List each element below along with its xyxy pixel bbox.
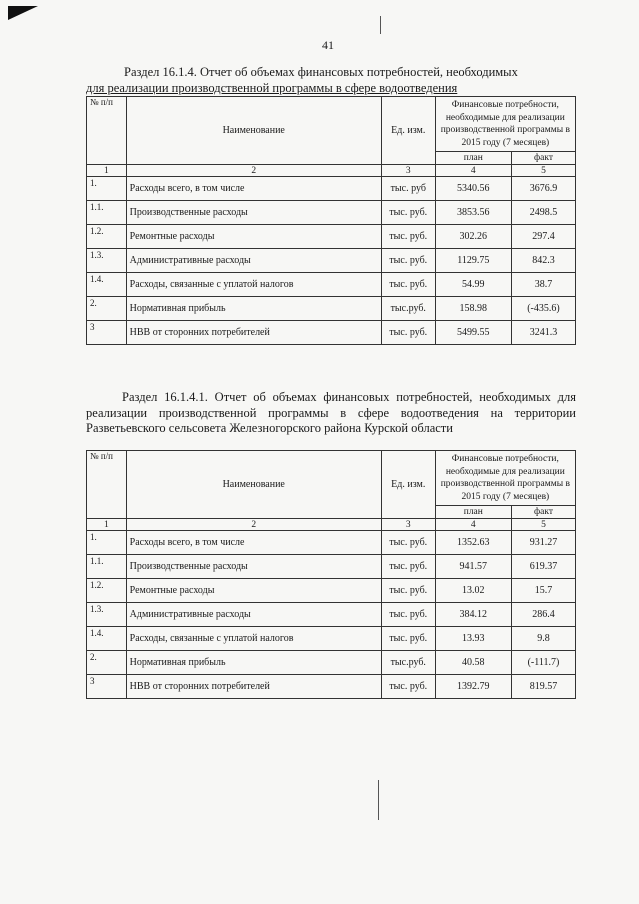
table-row [87,675,576,699]
table-row [87,627,576,651]
row-fact: 3241.3 [511,321,575,345]
row-fact: 15.7 [511,579,575,603]
row-plan: 13.93 [435,627,511,651]
header-unit: Ед. изм. [381,451,435,519]
table-row [87,273,576,297]
row-unit: тыс. руб. [381,579,435,603]
row-number: 2. [87,651,127,675]
header-plan: план [435,152,511,165]
row-plan: 384.12 [435,603,511,627]
row-number: 2. [87,297,127,321]
section1-title: Раздел 16.1.4. Отчет об объемах финансовых потребностей, необходимых для реализации производственной программы в сфере водоотведения [86,65,518,95]
row-fact: 2498.5 [511,201,575,225]
table-header-row [87,97,576,152]
table-row [87,555,576,579]
row-fact: 3676.9 [511,177,575,201]
col-number: 3 [381,519,435,531]
table-header-row [87,451,576,506]
row-plan: 1129.75 [435,249,511,273]
row-name: Нормативная прибыль [126,651,381,675]
col-number: 3 [381,165,435,177]
col-number: 4 [435,165,511,177]
column-numbers-row [87,165,576,177]
table-row [87,225,576,249]
header-fact: факт [511,506,575,519]
header-fact: факт [511,152,575,165]
scan-mark [378,780,379,820]
row-unit: тыс. руб. [381,555,435,579]
row-unit: тыс. руб. [381,603,435,627]
row-fact: 842.3 [511,249,575,273]
row-number: 3 [87,321,127,345]
row-number: 1. [87,531,127,555]
table-row [87,297,576,321]
col-number: 5 [511,519,575,531]
row-plan: 158.98 [435,297,511,321]
scan-mark [380,16,381,34]
table-row [87,177,576,201]
row-plan: 3853.56 [435,201,511,225]
row-name: Производственные расходы [126,201,381,225]
corner-mark [8,6,38,20]
row-name: Нормативная прибыль [126,297,381,321]
table-row [87,201,576,225]
table-row [87,321,576,345]
row-number: 1.1. [87,555,127,579]
col-number: 1 [87,165,127,177]
row-fact: 9.8 [511,627,575,651]
row-unit: тыс. руб. [381,531,435,555]
header-needs: Финансовые потребности, необходимые для реализации производственной программы в 2015 году (7 месяцев) [435,97,575,152]
row-plan: 302.26 [435,225,511,249]
row-fact: (-111.7) [511,651,575,675]
header-needs: Финансовые потребности, необходимые для реализации производственной программы в 2015 году (7 месяцев) [435,451,575,506]
row-unit: тыс. руб [381,177,435,201]
row-unit: тыс. руб. [381,273,435,297]
section2-table [86,450,576,699]
row-fact: 38.7 [511,273,575,297]
col-number: 1 [87,519,127,531]
row-fact: 819.57 [511,675,575,699]
row-fact: (-435.6) [511,297,575,321]
row-plan: 13.02 [435,579,511,603]
header-no: № п/п [87,97,127,165]
row-plan: 1352.63 [435,531,511,555]
row-fact: 286.4 [511,603,575,627]
row-number: 1.3. [87,249,127,273]
row-number: 1. [87,177,127,201]
row-number: 1.1. [87,201,127,225]
col-number: 2 [126,519,381,531]
row-plan: 941.57 [435,555,511,579]
row-name: НВВ от сторонних потребителей [126,675,381,699]
row-plan: 5340.56 [435,177,511,201]
row-unit: тыс.руб. [381,651,435,675]
header-no: № п/п [87,451,127,519]
table-row [87,579,576,603]
section1-table [86,96,576,345]
row-unit: тыс. руб. [381,225,435,249]
row-fact: 931.27 [511,531,575,555]
col-number: 5 [511,165,575,177]
row-unit: тыс. руб. [381,201,435,225]
row-unit: тыс. руб. [381,627,435,651]
row-name: Расходы всего, в том числе [126,531,381,555]
row-number: 1.4. [87,627,127,651]
table-row [87,651,576,675]
row-name: Производственные расходы [126,555,381,579]
row-unit: тыс. руб. [381,321,435,345]
row-fact: 619.37 [511,555,575,579]
table-row [87,531,576,555]
row-number: 1.4. [87,273,127,297]
row-plan: 54.99 [435,273,511,297]
row-unit: тыс.руб. [381,297,435,321]
row-name: Административные расходы [126,603,381,627]
column-numbers-row [87,519,576,531]
page-number: 41 [322,38,334,52]
row-number: 1.3. [87,603,127,627]
row-number: 1.2. [87,225,127,249]
row-name: Ремонтные расходы [126,579,381,603]
row-name: Расходы, связанные с уплатой налогов [126,627,381,651]
header-plan: план [435,506,511,519]
row-name: Ремонтные расходы [126,225,381,249]
section2-title-rest: необходимых для реализации производственной программы в сфере водоотведения на территории Разветьевского сельсовета Железногорского района Курской области [86,390,576,435]
header-name: Наименование [126,97,381,165]
section1-title-line2: для реализации производственной программы в сфере водоотведения [86,81,458,95]
row-fact: 297.4 [511,225,575,249]
header-unit: Ед. изм. [381,97,435,165]
section2-title: Раздел 16.1.4.1. Отчет об объемах финансовых потребностей, необходимых для реализации производственной программы в сфере водоотведения на территории Разветьевского сельсовета Железногорского района Курской области [86,390,576,435]
row-name: НВВ от сторонних потребителей [126,321,381,345]
table-row [87,249,576,273]
header-name: Наименование [126,451,381,519]
row-number: 1.2. [87,579,127,603]
row-plan: 5499.55 [435,321,511,345]
row-unit: тыс. руб. [381,675,435,699]
row-unit: тыс. руб. [381,249,435,273]
row-plan: 40.58 [435,651,511,675]
col-number: 2 [126,165,381,177]
row-name: Административные расходы [126,249,381,273]
table-row [87,603,576,627]
row-number: 3 [87,675,127,699]
col-number: 4 [435,519,511,531]
row-plan: 1392.79 [435,675,511,699]
row-name: Расходы, связанные с уплатой налогов [126,273,381,297]
row-name: Расходы всего, в том числе [126,177,381,201]
